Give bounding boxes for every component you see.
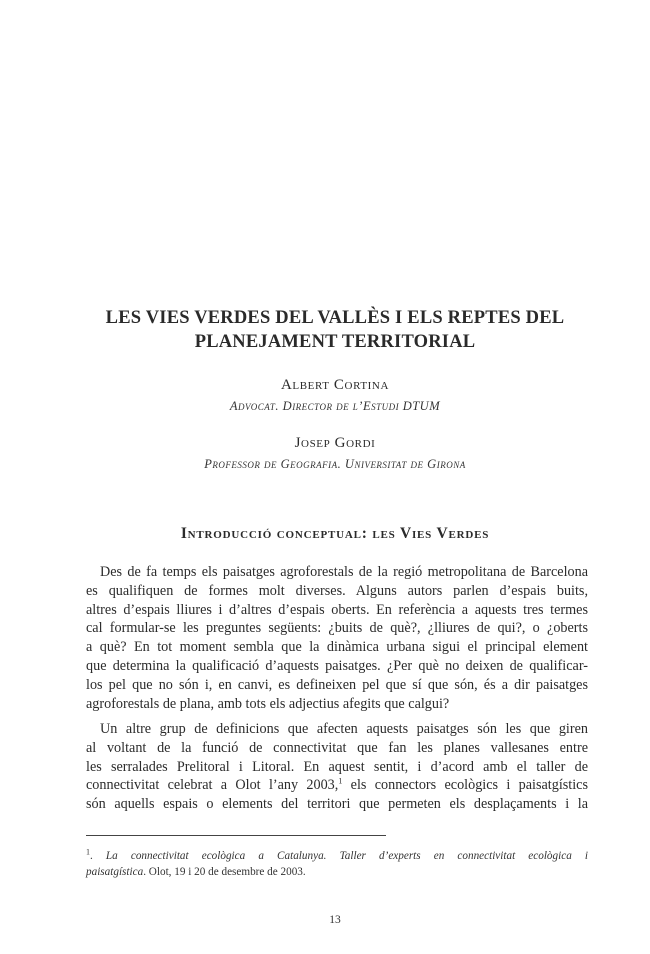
footnote-marker: 1 [86, 847, 90, 857]
section-heading: Introducció conceptual: les Vies Verdes [180, 525, 490, 542]
paragraph-line: cal formular-se les preguntes següents: ¿buits de què?, ¿lliures de qui?, o ¿oberts [86, 620, 588, 637]
author-name: Albert Cortina [280, 377, 390, 393]
footnote-citation-title: La connectivitat ecològica a Catalunya. Taller d’experts en connectivitat ecològica i [105, 850, 589, 862]
author-affiliation: Advocat. Director de l’Estudi DTUM [229, 399, 441, 413]
footnote-citation-details: . Olot, 19 i 20 de desembre de 2003. [143, 866, 306, 878]
paragraph-line: són aquells espais o elements del territori que permeten els desplaçaments i la [86, 796, 588, 813]
paragraph-line: es qualifiquen de formes molt diverses. Alguns autors parlen d’espais buits, [86, 582, 588, 599]
footnote-separator [86, 835, 386, 836]
paragraph-line [86, 776, 588, 795]
body-paragraph-2 [86, 720, 588, 814]
article-title-line-2: PLANEJAMENT TERRITORIAL [194, 332, 476, 352]
paragraph-line: les serralades Prelitoral i Litoral. En aquest sentit, i d’acord amb el taller de [86, 758, 588, 775]
paragraph-text: els connectors ecològics i paisatgístics [342, 777, 588, 794]
footnote-reference[interactable]: 1 [338, 776, 343, 786]
footnote-line [86, 848, 588, 864]
body-paragraph-1 [86, 563, 588, 713]
footnote-line [86, 864, 588, 880]
paragraph-line: Des de fa temps els paisatges agroforestals de la regió metropolitana de Barcelona [100, 564, 588, 580]
paragraph-line: a què? En tot moment sembla que la dinàmica urbana sigui el principal element [86, 639, 588, 656]
article-title-line-1: LES VIES VERDES DEL VALLÈS I ELS REPTES DEL [105, 308, 565, 328]
author-name: Josep Gordi [294, 435, 376, 451]
footnote-separator-text: . [90, 850, 106, 862]
author-affiliation: Professor de Geografia. Universitat de Girona [204, 457, 466, 471]
footnote [86, 848, 588, 880]
paragraph-line: que determina la qualificació d’aquests paisatges. ¿Per què no deixen de qualificar- [86, 657, 588, 674]
paragraph-line: agroforestals de plana, amb tots els adjectius afegits que calgui? [86, 695, 450, 712]
paragraph-line: Un altre grup de definicions que afecten aquests paisatges són les que giren [100, 721, 588, 737]
paragraph-text: connectivitat celebrat a Olot l’any 2003, [86, 777, 339, 794]
paragraph-line: altres d’espais lliures i d’altres d’espais oberts. En referència a aquests tres termes [86, 601, 588, 618]
page-number: 13 [329, 914, 341, 926]
paragraph-line: al voltant de la funció de connectivitat que fan les planes vallesanes entre [86, 739, 588, 756]
footnote-citation-title-cont: paisatgística [86, 866, 144, 878]
article-title [60, 306, 610, 354]
paragraph-line: los pel que no són i, en canvi, es defineixen pel que sí que són, és a dir paisatges [86, 676, 588, 693]
